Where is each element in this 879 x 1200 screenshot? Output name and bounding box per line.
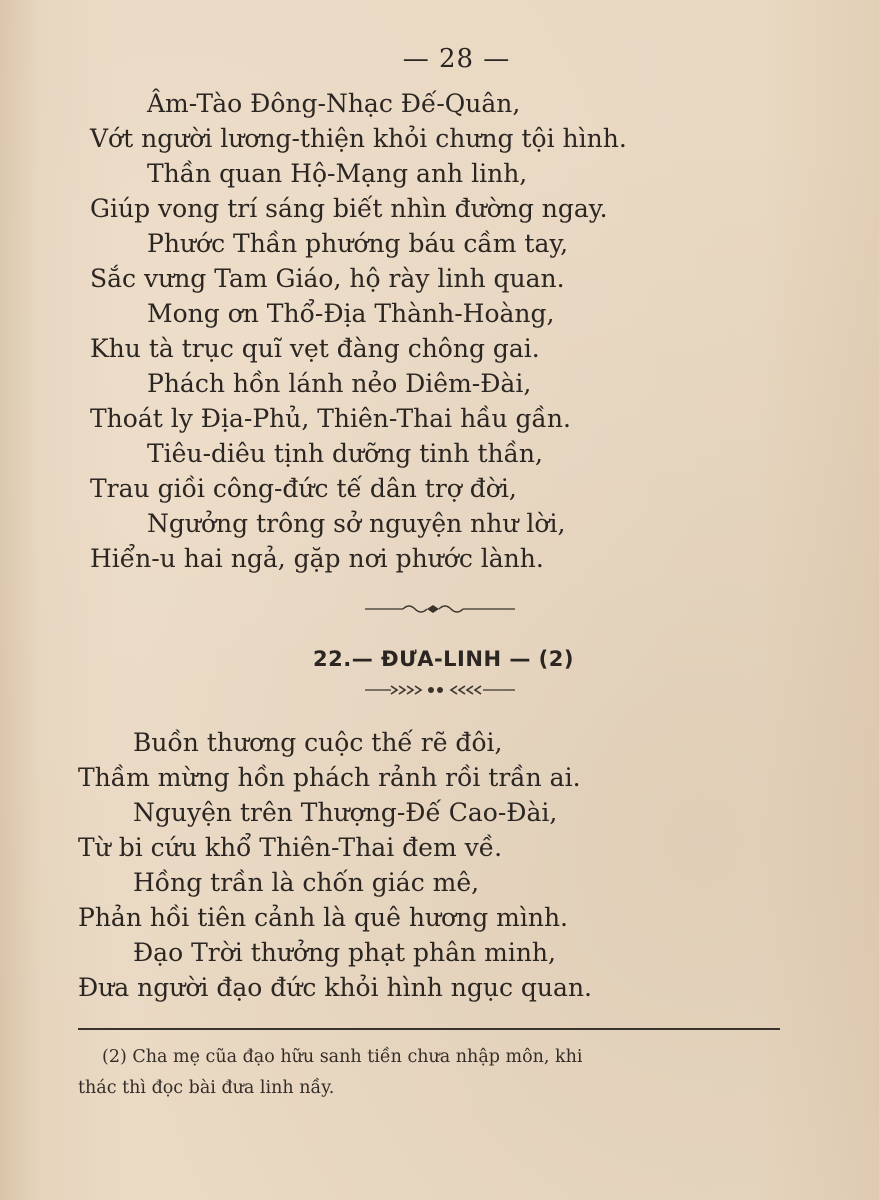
verse-line: Sắc vưng Tam Giáo, hộ rày linh quan. (90, 264, 565, 293)
verse-line: Đưa người đạo đức khỏi hình ngục quan. (78, 973, 592, 1002)
section-heading: 22.— ĐƯA-LINH — (2) (313, 647, 574, 671)
verse-line: Tiêu-diêu tịnh dưỡng tinh thần, (147, 439, 543, 468)
verse-line: Vớt người lương-thiện khỏi chưng tội hình. (90, 124, 627, 153)
verse-line: Từ bi cứu khổ Thiên-Thai đem về. (78, 833, 503, 862)
page-number: — 28 — (402, 44, 511, 74)
verse-line: Phản hồi tiên cảnh là quê hương mình. (78, 903, 569, 932)
verse-line: Nguyện trên Thượng-Đế Cao-Đài, (133, 798, 558, 827)
verse-line: Hồng trần là chốn giác mê, (133, 868, 480, 897)
verse-line: Thầm mừng hồn phách rảnh rồi trần ai. (78, 763, 581, 792)
verse-line: Hiển-u hai ngả, gặp nơi phước lành. (90, 544, 544, 573)
footnote-rule (78, 1028, 780, 1030)
ornament-divider-top (0, 600, 879, 620)
verse-line: Đạo Trời thưởng phạt phân minh, (133, 938, 556, 967)
flourish-icon (365, 600, 515, 616)
verse-line: Trau giồi công-đức tế dân trợ đời, (90, 474, 517, 503)
verse-line: Âm-Tào Đông-Nhạc Đế-Quân, (147, 89, 521, 118)
footnote-line: (2) Cha mẹ cũa đạo hữu sanh tiền chưa nhập môn, khi (102, 1047, 583, 1067)
verse-line: Phước Thần phướng báu cầm tay, (147, 229, 569, 258)
verse-line: Phách hồn lánh nẻo Diêm-Đài, (147, 369, 532, 398)
verse-line: Giúp vong trí sáng biết nhìn đường ngay. (90, 194, 608, 223)
verse-line: Thoát ly Địa-Phủ, Thiên-Thai hầu gần. (90, 404, 571, 433)
verse-line: Ngưởng trông sở nguyện như lời, (147, 509, 566, 538)
verse-line: Mong ơn Thổ-Địa Thành-Hoàng, (147, 299, 555, 328)
poem-bottom (0, 725, 879, 1005)
verse-line: Khu tà trục quĩ vẹt đàng chông gai. (90, 334, 540, 363)
footnote (78, 1042, 786, 1104)
ornament-divider-bottom (0, 682, 879, 701)
footnote-line: thác thì đọc bài đưa linh nầy. (78, 1078, 335, 1098)
verse-line: Buồn thương cuộc thế rẽ đôi, (133, 728, 503, 757)
chevron-band-icon (365, 683, 515, 697)
verse-line: Thần quan Hộ-Mạng anh linh, (147, 159, 528, 188)
poem-top (0, 86, 879, 576)
